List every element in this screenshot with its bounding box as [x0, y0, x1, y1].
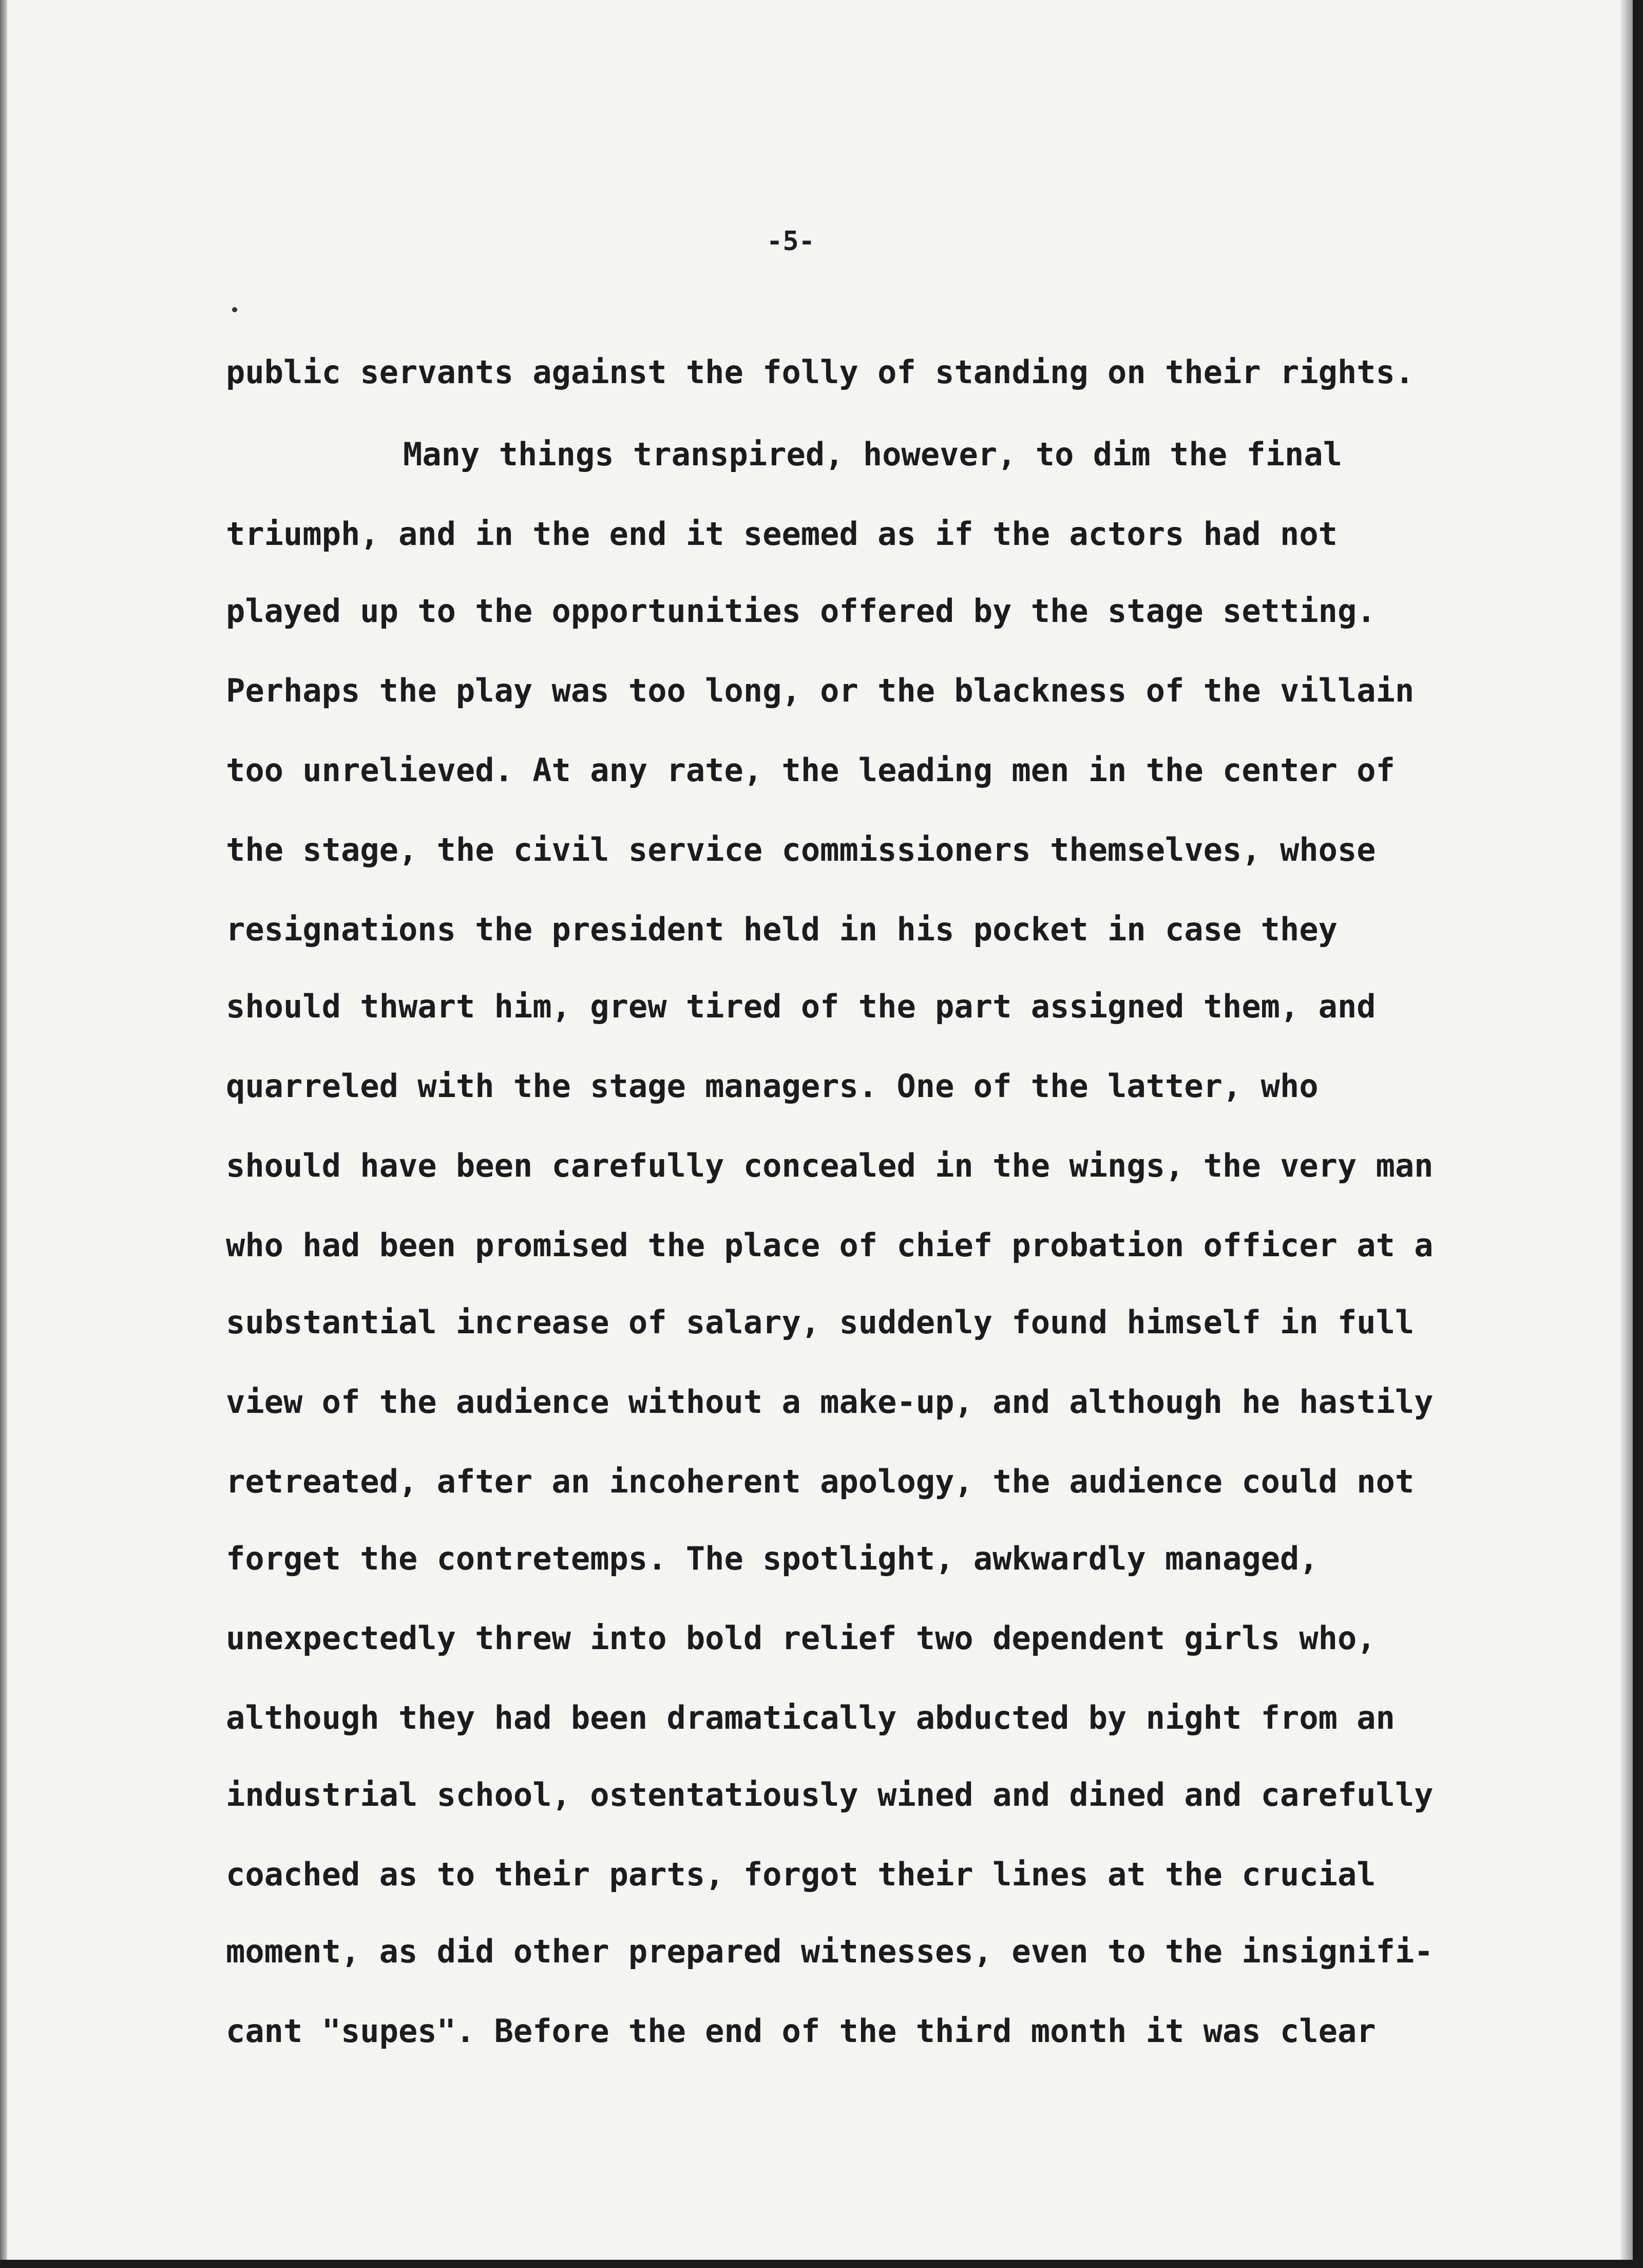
text-line: retreated, after an incoherent apology, the audience could not [226, 1463, 1415, 1500]
text-line: quarreled with the stage managers. One of the latter, who [226, 1067, 1319, 1105]
text-line: should have been carefully concealed in the wings, the very man [226, 1147, 1434, 1184]
text-line: substantial increase of salary, suddenly found himself in full [226, 1303, 1415, 1341]
ink-speck [232, 307, 237, 312]
text-line: unexpectedly threw into bold relief two dependent girls who, [226, 1619, 1376, 1657]
text-line: triumph, and in the end it seemed as if the actors had not [226, 515, 1338, 553]
text-line: should thwart him, grew tired of the part assigned them, and [226, 988, 1376, 1025]
text-line: view of the audience without a make-up, and although he hastily [226, 1383, 1434, 1421]
page-number: -5- [767, 226, 815, 257]
text-line: the stage, the civil service commissioners themselves, whose [226, 831, 1376, 868]
text-line: played up to the opportunities offered by the stage setting. [226, 592, 1376, 630]
text-line: Perhaps the play was too long, or the blackness of the villain [226, 672, 1415, 709]
text-line: although they had been dramatically abducted by night from an [226, 1699, 1395, 1736]
paragraph-first-line: Many things transpired, however, to dim the final [403, 436, 1343, 473]
text-line: forget the contretemps. The spotlight, awkwardly managed, [226, 1540, 1319, 1577]
text-line: industrial school, ostentatiously wined and dined and carefully [226, 1776, 1434, 1813]
text-line: public servants against the folly of standing on their rights. [226, 353, 1415, 391]
text-line: coached as to their parts, forgot their lines at the crucial [226, 1856, 1376, 1893]
text-line: resignations the president held in his pocket in case they [226, 911, 1338, 948]
text-line: moment, as did other prepared witnesses, even to the insignifi- [226, 1933, 1434, 1970]
text-line: who had been promised the place of chief probation officer at a [226, 1226, 1434, 1264]
text-line: too unrelieved. At any rate, the leading men in the center of [226, 751, 1395, 789]
text-line: cant "supes". Before the end of the third month it was clear [226, 2012, 1376, 2050]
